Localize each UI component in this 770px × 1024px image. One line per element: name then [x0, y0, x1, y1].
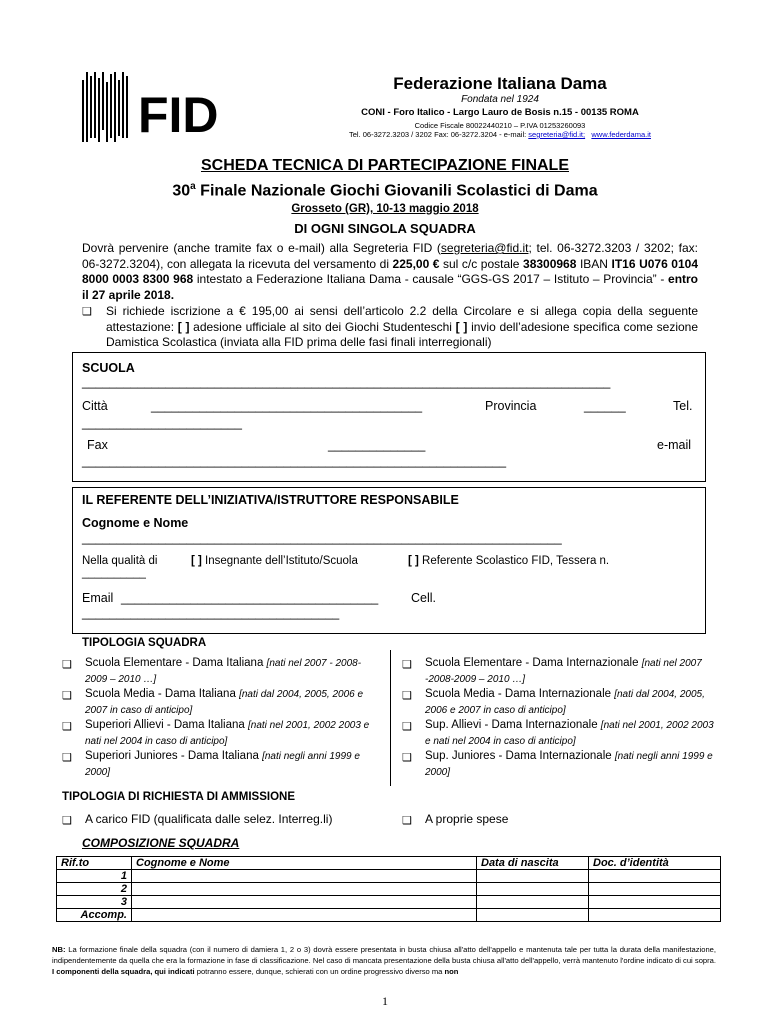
ref-email-label: Email — [82, 591, 114, 605]
opt-box[interactable]: [ ] — [177, 319, 190, 334]
composition-heading: COMPOSIZIONE SQUADRA — [82, 836, 240, 850]
school-heading: SCUOLA — [82, 361, 135, 375]
birth-cell[interactable] — [477, 909, 589, 922]
postal-account: 38300968 — [523, 256, 577, 271]
team-option-text — [425, 656, 718, 687]
team-note: [nati nel 2007 -2008-2009 – 2010 …] — [425, 658, 702, 685]
intro-text: intestato a Federazione Italiana Dama - causale “GGS-GS 2017 – Istituto – Provincia” - — [193, 272, 669, 286]
page-number: 1 — [382, 994, 388, 1008]
amount: 225,00 € — [392, 256, 440, 271]
id-cell[interactable] — [589, 883, 721, 896]
name-cell[interactable] — [132, 909, 477, 922]
checkbox-icon[interactable]: ❑ — [62, 752, 72, 764]
team-note: [nati dal 2004, 2005, 2006 e 2007 in caso di anticipo] — [85, 689, 364, 716]
team-option[interactable] — [402, 687, 718, 718]
city-field[interactable]: _______________________________________ — [151, 399, 423, 413]
admission-heading: TIPOLOGIA DI RICHIESTA DI AMMISSIONE — [62, 791, 295, 803]
note-bold: non — [444, 967, 459, 976]
fax-field[interactable]: ______________ — [328, 438, 426, 452]
team-option[interactable] — [62, 656, 382, 687]
team-option-text — [425, 687, 718, 718]
table-row — [57, 896, 721, 909]
column-divider — [390, 650, 391, 786]
event-name: Finale Nazionale Giochi Giovanili Scolastici di Dama — [195, 182, 598, 200]
province-field[interactable]: ______ — [584, 399, 626, 413]
team-label: Scuola Elementare - Dama Internazionale — [425, 657, 642, 669]
id-cell[interactable] — [589, 909, 721, 922]
row-ref: 2 — [57, 883, 132, 896]
opt-box[interactable]: [ ] — [455, 319, 468, 334]
team-note: [nati nel 2001, 2002 2003 e nati nel 2004 in caso di anticipo] — [425, 720, 714, 747]
id-cell[interactable] — [589, 896, 721, 909]
team-option[interactable] — [62, 687, 382, 718]
reduced-fee-text — [106, 304, 698, 351]
team-note: [nati negli anni 1999 e 2000] — [85, 751, 360, 778]
opt-text: Referente Scolastico FID, Tessera n. — [418, 555, 610, 567]
checkbox-icon[interactable]: ❑ — [402, 690, 412, 702]
tel-field[interactable]: _______________________ — [82, 416, 242, 430]
fiscal-code: Codice Fiscale 80022440210 – P.IVA 01253260093 — [414, 121, 586, 130]
team-option-text — [425, 749, 718, 780]
quality-label: Nella qualità di — [82, 555, 158, 567]
checkbox-icon[interactable]: ❑ — [402, 815, 412, 827]
intro-text: IBAN — [576, 256, 612, 271]
row-ref: 3 — [57, 896, 132, 909]
fax-label: Fax — [87, 438, 108, 452]
tessera-field[interactable]: __________ — [82, 567, 146, 579]
note-text: potranno essere, dunque, schierati con un ordine progressivo diverso ma — [194, 967, 445, 976]
intro-paragraph — [82, 241, 698, 303]
team-label: Scuola Media - Dama Internazionale — [425, 688, 615, 700]
composition-table — [56, 856, 721, 922]
team-note: [nati negli anni 1999 e 2000] — [425, 751, 713, 778]
admission-self: A proprie spese — [425, 812, 509, 826]
opt-text: Insegnante dell’Istituto/Scuola — [201, 555, 358, 567]
row-ref: Accomp. — [57, 909, 132, 922]
event-title — [60, 181, 710, 200]
event-sup: a — [190, 181, 196, 192]
table-header — [57, 857, 721, 870]
opt-text: invio dell’adesione specifica come sezione Damistica Scolastica (inviata alla FID prima delle fasi finali interregionali) — [106, 319, 699, 349]
checkbox-icon[interactable]: ❑ — [402, 752, 412, 764]
city-label: Città — [82, 399, 108, 413]
team-option[interactable] — [402, 718, 718, 749]
ref-email-field[interactable]: _____________________________________ — [121, 591, 379, 605]
name-cell[interactable] — [132, 883, 477, 896]
team-label: Sup. Juniores - Dama Internazionale — [425, 750, 615, 762]
opt-box[interactable]: [ ] — [408, 555, 419, 567]
contacts-text: Tel. 06-3272.3203 / 3202 Fax: 06-3272.3204 - e-mail: — [349, 130, 527, 139]
website-link[interactable]: www.federdama.it — [591, 130, 651, 139]
checkbox-icon[interactable]: ❑ — [62, 815, 72, 827]
name-cell[interactable] — [132, 870, 477, 883]
team-label: Superiori Allievi - Dama Italiana — [85, 719, 248, 731]
col-id: Doc. d’identità — [589, 857, 721, 870]
opt-box[interactable]: [ ] — [191, 555, 202, 567]
founded-date: Fondata nel 1924 — [461, 94, 539, 105]
quality-option-referent[interactable] — [408, 555, 609, 567]
name-field[interactable]: _____________________________________________________________________ — [82, 531, 562, 545]
email-label: e-mail — [657, 438, 692, 452]
team-option-text — [85, 718, 382, 749]
iban: IT16 U076 0104 8000 0003 8300 968 — [82, 256, 698, 286]
team-label: Scuola Elementare - Dama Italiana — [85, 657, 267, 669]
birth-cell[interactable] — [477, 870, 589, 883]
table-row — [57, 883, 721, 896]
checkbox-icon[interactable]: ❑ — [62, 721, 72, 733]
org-name: Federazione Italiana Dama — [393, 74, 607, 93]
checkbox-icon[interactable]: ❑ — [62, 659, 72, 671]
org-address: CONI - Foro Italico - Largo Lauro de Bosis n.15 - 00135 ROMA — [361, 107, 639, 118]
admission-fid: A carico FID (qualificata dalle selez. Interreg.li) — [85, 812, 333, 826]
footnote — [52, 944, 716, 977]
name-label: Cognome e Nome — [82, 516, 189, 530]
form-title: SCHEDA TECNICA DI PARTECIPAZIONE FINALE — [200, 157, 569, 174]
team-note: [nati dal 2004, 2005, 2006 e 2007 in caso di anticipo] — [425, 689, 705, 716]
tel-label: Tel. — [673, 399, 693, 413]
team-note: [nati nel 2007 - 2008-2009 – 2010 …] — [85, 658, 362, 685]
table-row — [57, 909, 721, 922]
per-team: DI OGNI SINGOLA SQUADRA — [294, 221, 476, 236]
note-text: La formazione finale della squadra (con il numero di damiera 1, 2 o 3) dovrà essere presentata in busta chiusa all'atto dell'appello e mantenuta tale per tutta la durata della manifestazione, indipendentemente da quella che era la formazione in fase di classificazione. Nel caso di mancata presentazione della busta chiusa all'atto dell'appello, verrà mantenuto l'ordine indicato di cui sopra. — [52, 945, 716, 965]
team-note: [nati nel 2001, 2002 2003 e nati nel 2004 in caso di anticipo] — [85, 720, 370, 747]
name-cell[interactable] — [132, 896, 477, 909]
email-field[interactable]: _____________________________________________________________ — [82, 454, 507, 468]
col-name: Cognome e Nome — [132, 857, 477, 870]
checkbox-icon[interactable]: ❑ — [62, 690, 72, 702]
quality-option-teacher[interactable] — [191, 555, 358, 567]
team-option-text — [85, 687, 382, 718]
referent-box — [72, 487, 706, 634]
team-option-text — [85, 656, 382, 687]
team-label: Sup. Allievi - Dama Internazionale — [425, 719, 601, 731]
deadline: entro il 27 aprile 2018. — [82, 272, 699, 302]
col-ref: Rif.to — [57, 857, 132, 870]
birth-cell[interactable] — [477, 883, 589, 896]
contacts — [320, 130, 680, 139]
checkbox-icon[interactable]: ❑ — [402, 721, 412, 733]
event-place: Grosseto (GR), 10-13 maggio 2018 — [291, 203, 479, 215]
intro-text: ; tel. 06-3272.3203 / 3202; fax: 06-3272.3204), con allegata la ricevuta del versamento di — [82, 241, 698, 271]
cell-label: Cell. — [411, 591, 437, 605]
table-row — [57, 870, 721, 883]
team-option[interactable] — [62, 749, 382, 780]
province-label: Provincia — [485, 399, 537, 413]
note-label: NB: — [52, 945, 66, 954]
event-num: 30 — [172, 182, 191, 200]
team-label: Scuola Media - Dama Italiana — [85, 688, 240, 700]
intro-text: sul c/c postale — [439, 256, 524, 271]
checkbox-icon[interactable]: ❑ — [82, 306, 92, 318]
col-birth: Data di nascita — [477, 857, 589, 870]
opt-text: adesione ufficiale al sito dei Giochi Studenteschi — [189, 319, 456, 334]
team-type-heading: TIPOLOGIA SQUADRA — [82, 637, 207, 649]
team-option[interactable] — [62, 718, 382, 749]
team-option[interactable] — [402, 749, 718, 780]
email-link[interactable]: segreteria@fid.it; — [528, 130, 586, 139]
team-option-text — [85, 749, 382, 780]
logo-text: FID — [138, 87, 219, 142]
checkbox-icon[interactable]: ❑ — [402, 659, 412, 671]
team-type-right — [402, 656, 718, 780]
cell-field[interactable]: _____________________________________ — [82, 606, 340, 620]
team-option-text — [425, 718, 718, 749]
school-box — [72, 352, 706, 482]
fid-logo — [80, 72, 220, 142]
row-ref: 1 — [57, 870, 132, 883]
school-line[interactable]: ____________________________________________________________________________ — [82, 375, 611, 389]
team-type-left — [62, 656, 382, 780]
team-option[interactable] — [402, 656, 718, 687]
birth-cell[interactable] — [477, 896, 589, 909]
intro-email[interactable]: segreteria@fid.it — [440, 241, 529, 255]
referent-heading: IL REFERENTE DELL’INIZIATIVA/ISTRUTTORE RESPONSABILE — [82, 493, 459, 507]
note-bold: I componenti della squadra, qui indicati — [52, 967, 195, 976]
id-cell[interactable] — [589, 870, 721, 883]
team-label: Superiori Juniores - Dama Italiana — [85, 750, 263, 762]
intro-text: Dovrà pervenire (anche tramite fax o e-mail) alla Segreteria FID ( — [82, 241, 441, 255]
check-text: Si richiede iscrizione a € 195,00 ai sensi dell’articolo 2.2 della Circolare e si allega copia della seguente attestazione: — [106, 304, 698, 334]
